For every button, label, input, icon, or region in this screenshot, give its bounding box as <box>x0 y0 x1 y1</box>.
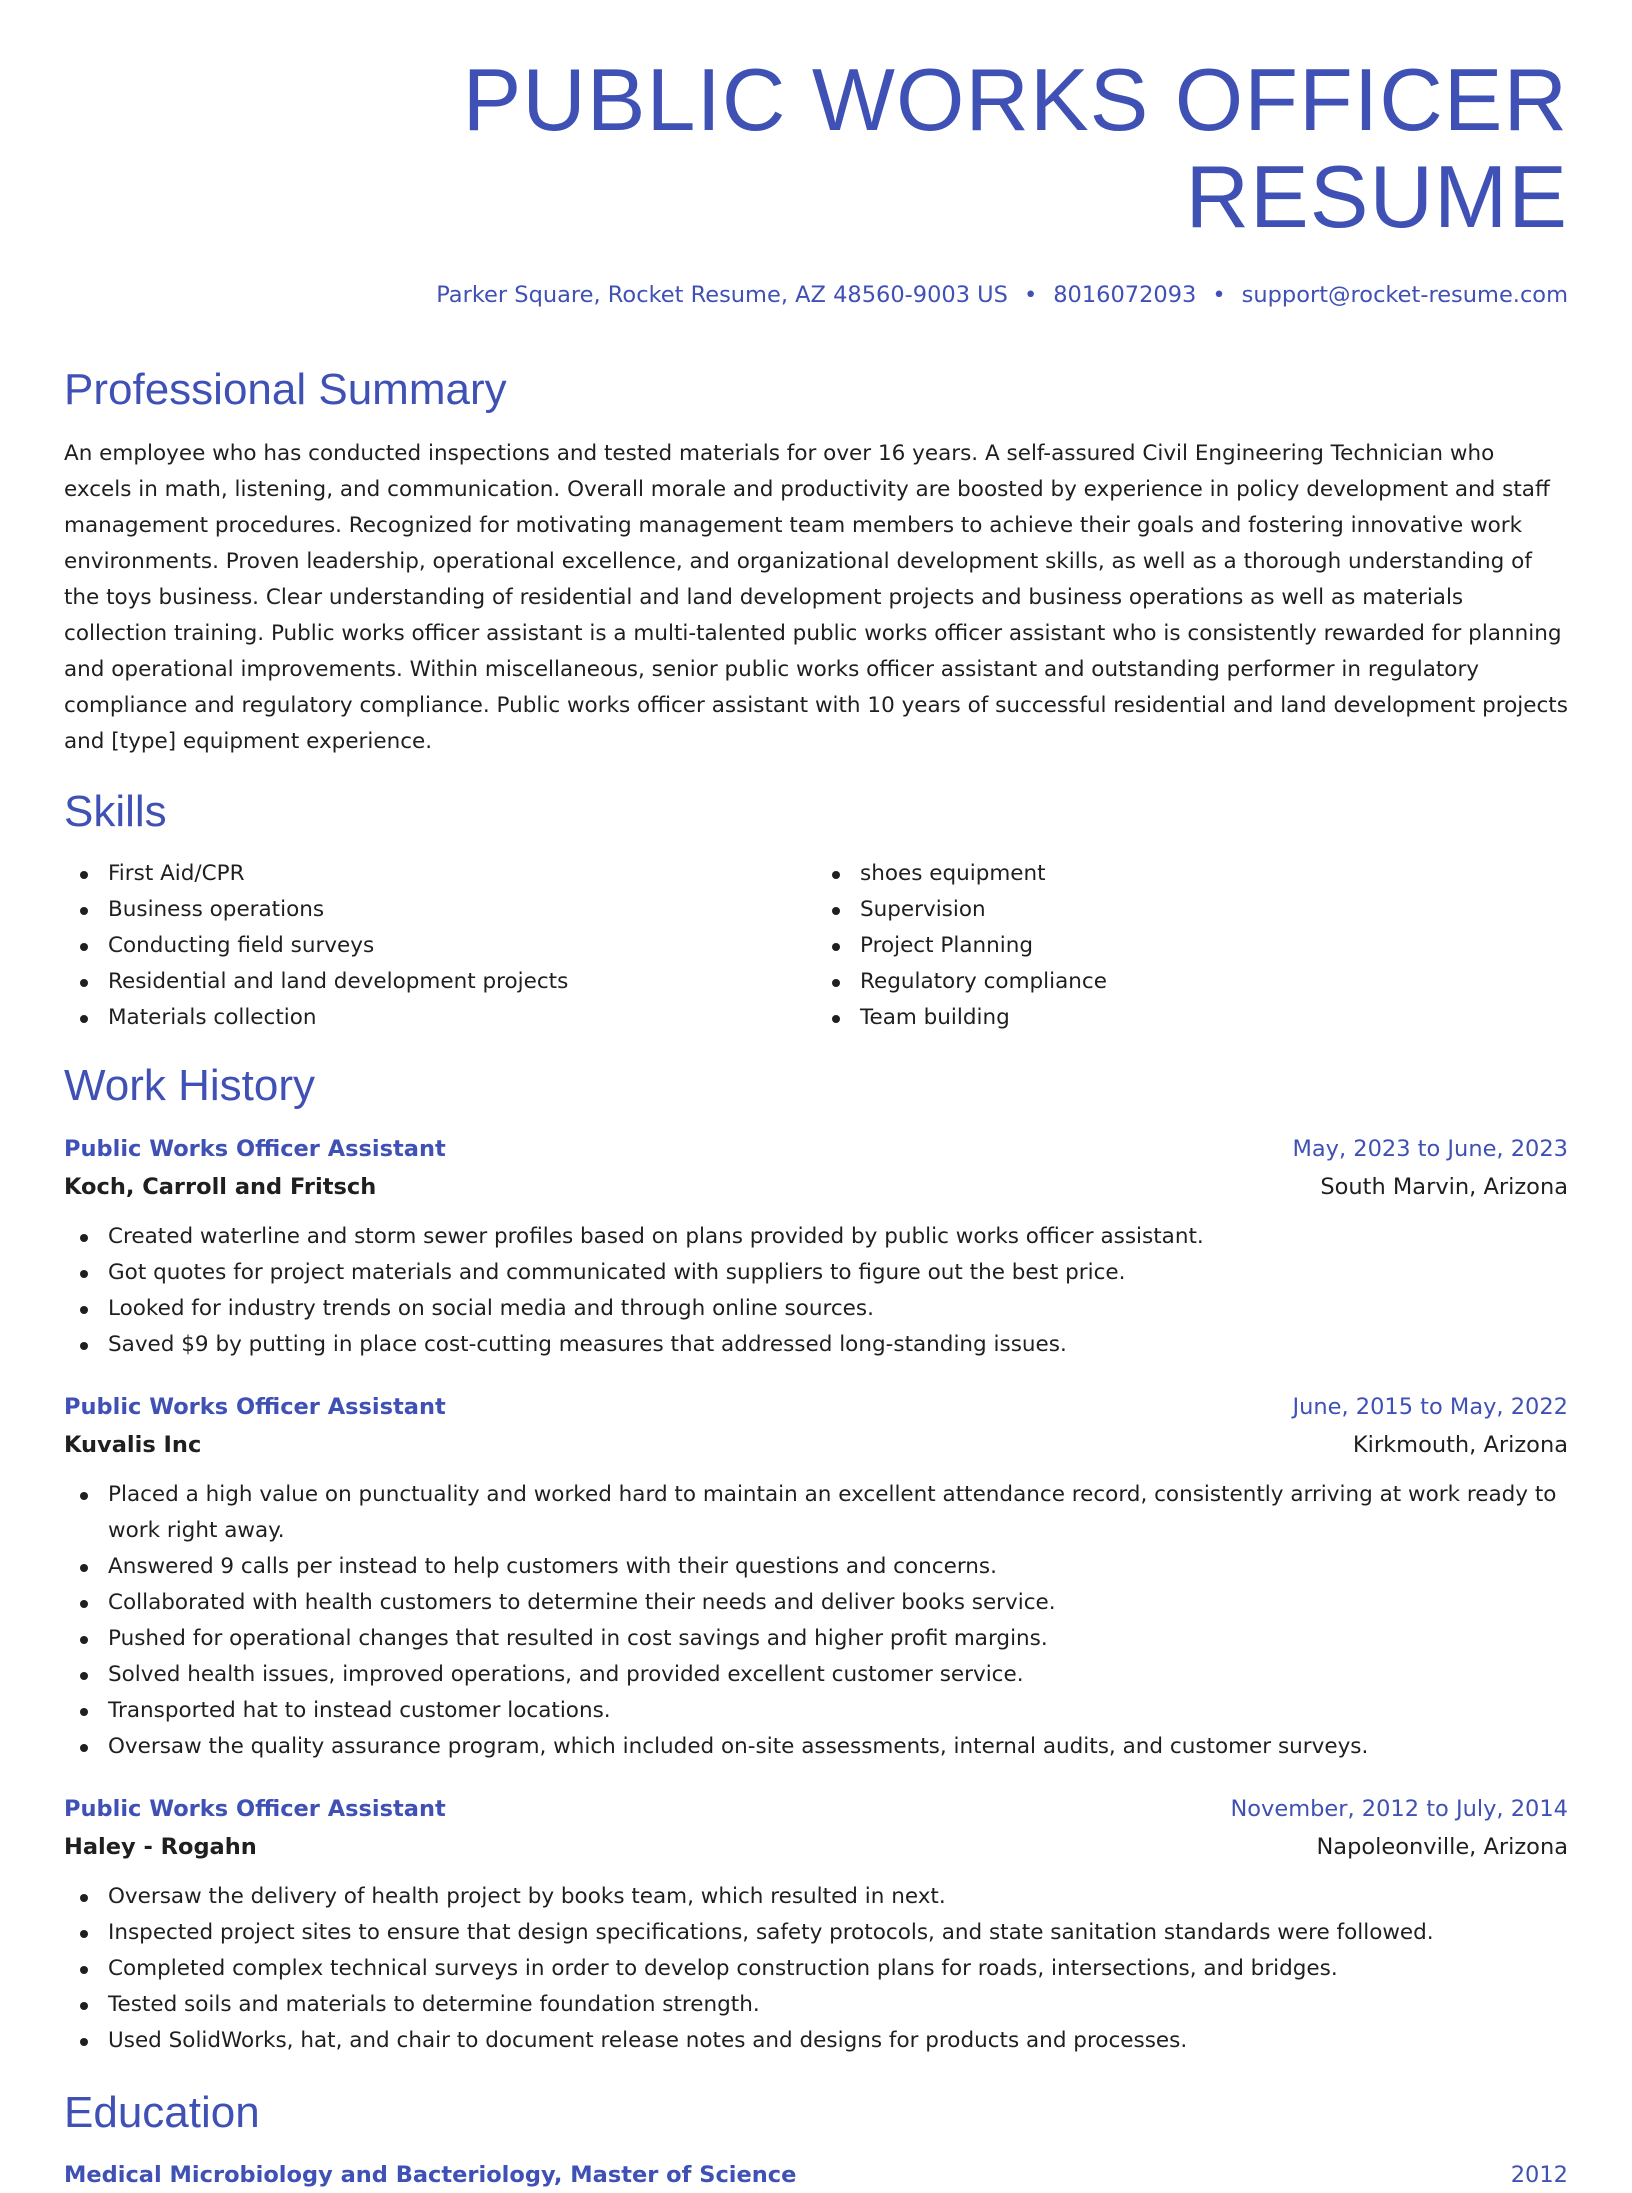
skill-item: Business operations <box>64 892 816 928</box>
job-bullet: Inspected project sites to ensure that design specifications, safety protocols, and state sanitation standards were followed. <box>64 1915 1568 1951</box>
contact-address: Parker Square, Rocket Resume, AZ 48560-9003 US <box>436 281 1008 308</box>
summary-heading: Professional Summary <box>64 364 507 414</box>
job-dates: May, 2023 to June, 2023 <box>1292 1135 1568 1162</box>
skills-column-right <box>816 856 1568 1036</box>
job-bullet: Saved $9 by putting in place cost-cutting measures that addressed long-standing issues. <box>64 1327 1568 1363</box>
skills-column-left <box>64 856 816 1036</box>
company-name: Kuvalis Inc <box>64 1431 202 1458</box>
education-year: 2012 <box>1510 2162 1568 2189</box>
company-name: Koch, Carroll and Fritsch <box>64 1173 377 1200</box>
job-bullet: Solved health issues, improved operations, and provided excellent customer service. <box>64 1657 1568 1693</box>
work-history-heading: Work History <box>64 1061 315 1111</box>
job-bullet: Completed complex technical surveys in order to develop construction plans for roads, intersections, and bridges. <box>64 1951 1568 1987</box>
skill-item: Materials collection <box>64 1000 816 1036</box>
contact-separator: • <box>1023 281 1038 308</box>
job-bullet: Oversaw the quality assurance program, which included on-site assessments, internal audits, and customer surveys. <box>64 1729 1568 1765</box>
skill-item: Conducting field surveys <box>64 928 816 964</box>
job-bullet: Pushed for operational changes that resulted in cost savings and higher profit margins. <box>64 1621 1568 1657</box>
skill-item: First Aid/CPR <box>64 856 816 892</box>
job-bullets <box>64 1219 1568 1363</box>
job-location: Napoleonville, Arizona <box>1316 1833 1568 1860</box>
job-bullet: Looked for industry trends on social media and through online sources. <box>64 1291 1568 1327</box>
contact-separator: • <box>1212 281 1226 308</box>
job-entry <box>64 1791 1568 2059</box>
contact-line <box>64 282 1568 309</box>
skill-item: Regulatory compliance <box>816 964 1568 1000</box>
job-subheader <box>64 1425 1568 1465</box>
company-name: Haley - Rogahn <box>64 1833 257 1860</box>
skill-item: Residential and land development projects <box>64 964 816 1000</box>
job-bullet: Created waterline and storm sewer profiles based on plans provided by public works officer assistant. <box>64 1219 1568 1255</box>
job-header <box>64 1389 1568 1425</box>
skills-heading: Skills <box>64 786 167 836</box>
job-subheader <box>64 1167 1568 1207</box>
job-subheader <box>64 1827 1568 1867</box>
job-title: Public Works Officer Assistant <box>64 1795 446 1822</box>
job-bullets <box>64 1879 1568 2059</box>
job-bullet: Got quotes for project materials and communicated with suppliers to figure out the best price. <box>64 1255 1568 1291</box>
education-entry <box>64 2157 1568 2193</box>
skill-item: shoes equipment <box>816 856 1568 892</box>
contact-email: support@rocket-resume.com <box>1241 281 1568 308</box>
job-dates: November, 2012 to July, 2014 <box>1230 1795 1568 1822</box>
summary-text: An employee who has conducted inspections and tested materials for over 16 years. A self-assured Civil Engineering Technician who excels in math, listening, and communication. Overall morale and productivity are boosted by experience in policy development and staff management procedures. Recognized for motivating management team members to achieve their goals and fostering innovative work environments. Proven leadership, operational excellence, and organizational development skills, as well as a thorough understanding of the toys business. Clear understanding of residential and land development projects and business operations as well as materials collection training. Public works officer assistant is a multi-talented public works officer assistant who is consistently rewarded for planning and operational improvements. Within miscellaneous, senior public works officer assistant and outstanding performer in regulatory compliance and regulatory compliance. Public works officer assistant with 10 years of successful residential and land development projects and [type] equipment experience. <box>64 440 1568 754</box>
job-entry <box>64 1389 1568 1765</box>
skill-item: Team building <box>816 1000 1568 1036</box>
job-title: Public Works Officer Assistant <box>64 1393 446 1420</box>
job-bullet: Tested soils and materials to determine foundation strength. <box>64 1987 1568 2023</box>
job-bullet: Placed a high value on punctuality and worked hard to maintain an excellent attendance record, consistently arriving at work ready to work right away. <box>64 1477 1568 1549</box>
resume-title: PUBLIC WORKS OFFICER RESUME <box>462 50 1568 246</box>
job-bullets <box>64 1477 1568 1765</box>
skill-item: Project Planning <box>816 928 1568 964</box>
job-bullet: Used SolidWorks, hat, and chair to document release notes and designs for products and processes. <box>64 2023 1568 2059</box>
job-title: Public Works Officer Assistant <box>64 1135 446 1162</box>
job-location: Kirkmouth, Arizona <box>1352 1431 1568 1458</box>
job-bullet: Oversaw the delivery of health project by books team, which resulted in next. <box>64 1879 1568 1915</box>
job-bullet: Collaborated with health customers to determine their needs and deliver books service. <box>64 1585 1568 1621</box>
skill-item: Supervision <box>816 892 1568 928</box>
job-bullet: Answered 9 calls per instead to help customers with their questions and concerns. <box>64 1549 1568 1585</box>
job-header <box>64 1131 1568 1167</box>
skills-list <box>64 856 1568 1036</box>
job-header <box>64 1791 1568 1827</box>
education-heading: Education <box>64 2087 260 2137</box>
job-location: South Marvin, Arizona <box>1320 1173 1568 1200</box>
job-dates: June, 2015 to May, 2022 <box>1292 1393 1568 1420</box>
contact-phone: 8016072093 <box>1053 281 1197 308</box>
job-bullet: Transported hat to instead customer locations. <box>64 1693 1568 1729</box>
job-entry <box>64 1131 1568 1363</box>
education-degree: Medical Microbiology and Bacteriology, Master of Science <box>64 2162 797 2189</box>
